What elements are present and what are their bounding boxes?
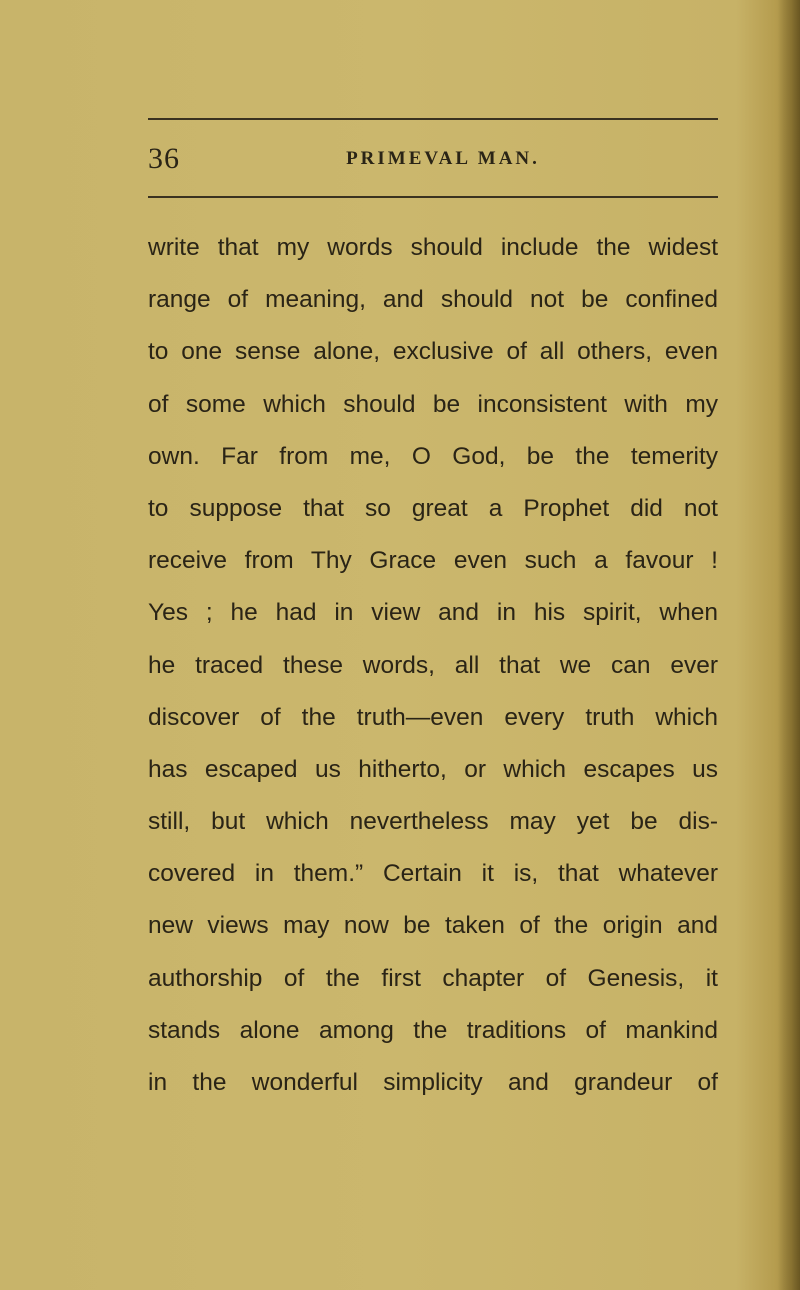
body-text [148, 222, 718, 1109]
text-line: receive from Thy Grace even such a favour ! [148, 547, 718, 575]
text-line: authorship of the first chapter of Genesis, it [148, 964, 718, 992]
running-header [148, 136, 718, 182]
text-line: own. Far from me, O God, be the temerity [148, 442, 718, 470]
page-number: 36 [148, 142, 180, 175]
page-edge-shadow [778, 0, 800, 1290]
running-title: PRIMEVAL MAN. [346, 148, 540, 169]
text-line: still, but which nevertheless may yet be dis- [148, 808, 718, 836]
text-line: of some which should be inconsistent with my [148, 390, 718, 418]
text-line: to suppose that so great a Prophet did not [148, 494, 718, 522]
text-line: discover of the truth—even every truth which [148, 703, 718, 731]
header-rule-bottom [148, 196, 718, 198]
text-line: write that my words should include the widest [148, 234, 718, 261]
text-line: he traced these words, all that we can ever [148, 651, 718, 679]
text-line: new views may now be taken of the origin and [148, 912, 718, 940]
header-rule-top [148, 118, 718, 120]
text-line: has escaped us hitherto, or which escapes us [148, 755, 718, 783]
text-line: in the wonderful simplicity and grandeur of [148, 1069, 718, 1096]
text-line: covered in them.” Certain it is, that whatever [148, 860, 718, 888]
text-line: range of meaning, and should not be confined [148, 286, 718, 314]
text-line: stands alone among the traditions of mankind [148, 1016, 718, 1044]
text-line: Yes ; he had in view and in his spirit, when [148, 599, 718, 627]
text-line: to one sense alone, exclusive of all others, even [148, 338, 718, 366]
